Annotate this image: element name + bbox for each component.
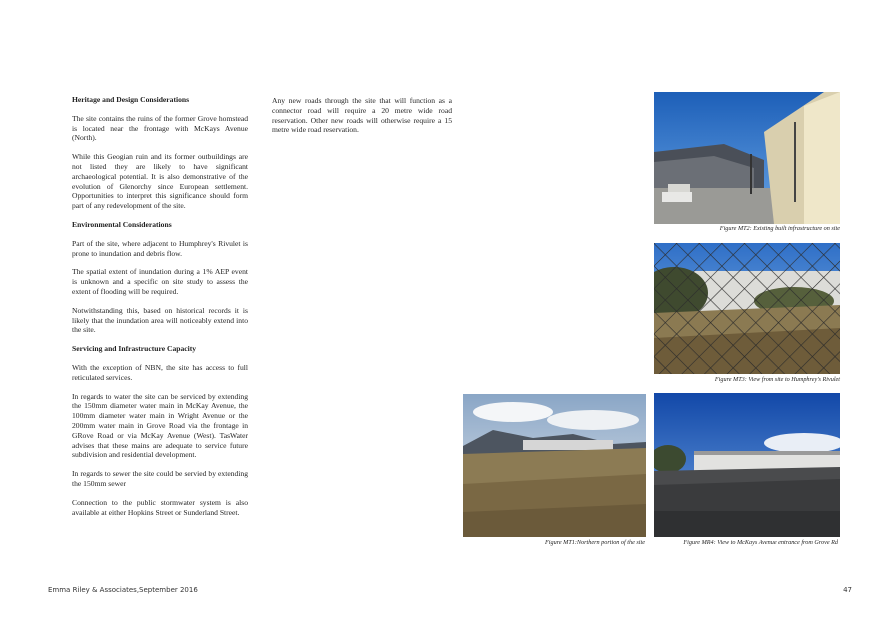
photo-mt2-image [654,92,840,224]
photo-mt1-northern-portion [463,394,646,537]
photo-mt3-image [654,243,840,374]
environmental-heading: Environmental Considerations [72,219,172,229]
caption-mr4: Figure MR4: View to McKays Avenue entrance from Grove Rd [683,539,838,546]
photo-mt2-built-infrastructure [654,92,840,224]
servicing-heading: Servicing and Infrastructure Capacity [72,344,197,354]
environmental-paragraph-2: The spatial extent of inundation during a 1% AEP event is unknown and a specific on site study to assess the extent of flooding will be required. [72,267,248,296]
caption-mt1: Figure MT1:Northern portion of the site [545,539,645,546]
photo-mr4-mckays-avenue [654,393,840,537]
footer-credit: Emma Riley & Associates,September 2016 [48,586,198,594]
photo-mt3-rivulet-view [654,243,840,374]
caption-mt2: Figure MT2: Existing built infrastructure on site [719,225,840,232]
page-number: 47 [843,586,852,594]
text-column-left [72,95,248,526]
roads-paragraph: Any new roads through the site that will function as a connector road will require a 20 metre wide road reservation. Other new roads will otherwise require a 15 metre wide road reservation. [272,96,452,135]
photo-mt1-image [463,394,646,537]
servicing-paragraph-3: In regards to sewer the site could be servied by extending the 150mm sewer [72,469,248,488]
environmental-paragraph-3: Notwithstanding this, based on historical records it is likely that the inundation area will noticeably extend into the site. [72,305,248,335]
heritage-heading: Heritage and Design Considerations [72,95,190,104]
heritage-paragraph-1: The site contains the ruins of the former Grove homstead is located near the frontage with McKays Avenue (North). [72,113,248,143]
environmental-paragraph-1: Part of the site, where adjacent to Humphrey's Rivulet is prone to inundation and debris flow. [72,238,248,258]
photo-mr4-image [654,393,840,537]
heritage-paragraph-2: While this Geogian ruin and its former outbuildings are not listed they are likely to have significant archaeological potential. It is also demonstrative of the evolution of Glenorchy since European settlement. Opportunities to interpret this significance should form part of any redevelopment of the site. [72,152,248,211]
text-column-middle [272,96,452,144]
servicing-paragraph-4: Connection to the public stormwater system is also available at either Hopkins Street or Sunderland Street. [72,497,248,517]
caption-mt3: Figure MT3: View from site to Humphrey's Rivulet [714,376,840,383]
servicing-paragraph-2: In regards to water the site can be serviced by extending the 150mm diameter water main in McKay Avenue, the 100mm diameter water main in Wright Avenue or the 200mm water main in Grove Road via the frontage in GRove Road or via McKay Avenue (West). TasWater advises that these mains are adequate to service future subdivision and residential development. [72,391,248,460]
servicing-paragraph-1: With the exception of NBN, the site has access to full reticulated services. [72,362,248,382]
